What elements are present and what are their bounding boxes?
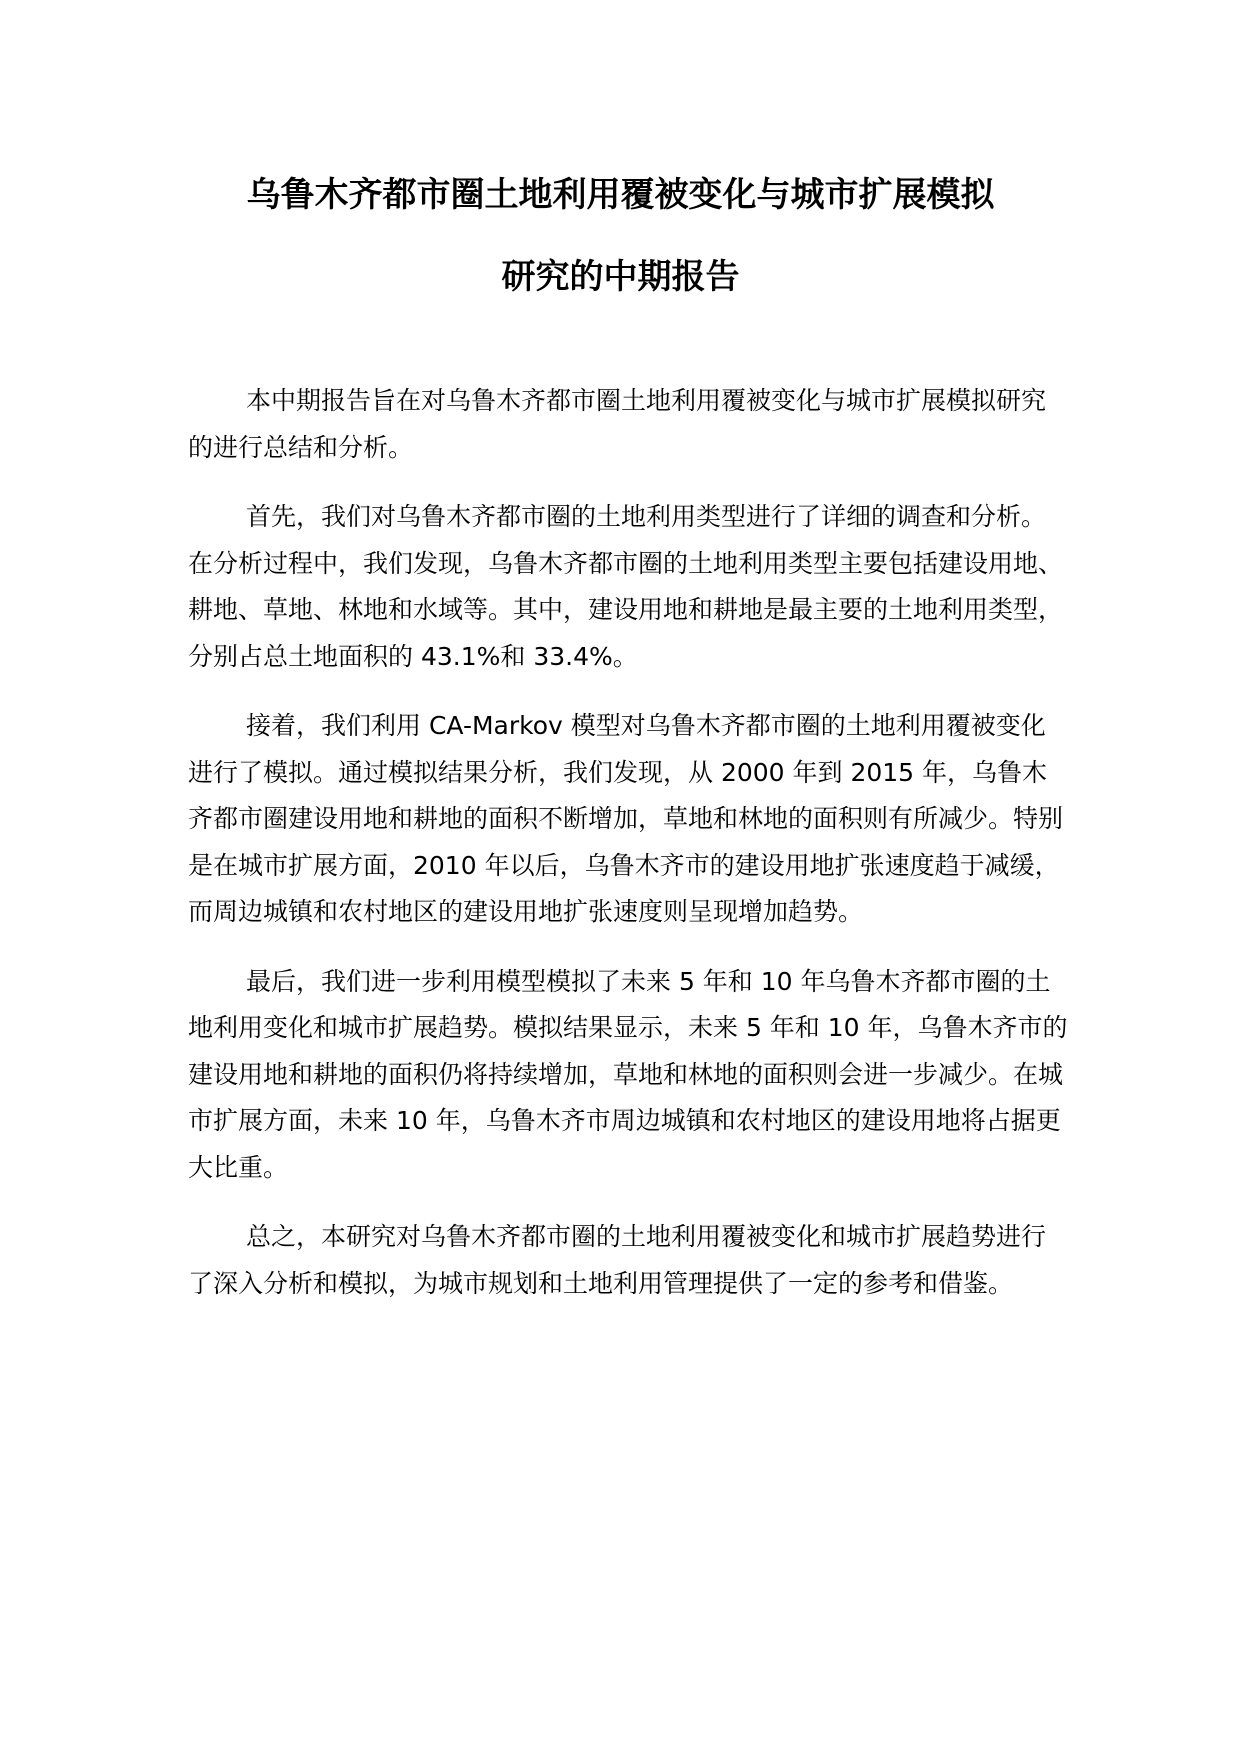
paragraph-land-use-types: 首先，我们对乌鲁木齐都市圈的土地利用类型进行了详细的调查和分析。在分析过程中，我们发现，乌鲁木齐都市圈的土地利用类型主要包括建设用地、耕地、草地、林地和水域等。其中，建设用地和耕地是最主要的土地利用类型，分别占总土地面积的 43.1%和 33.4%。 (188, 502, 1064, 671)
title-line-2: 研究的中期报告 (501, 257, 740, 297)
paragraph-intro: 本中期报告旨在对乌鲁木齐都市圈土地利用覆被变化与城市扩展模拟研究的进行总结和分析。 (188, 386, 1047, 462)
title-line-1: 乌鲁木齐都市圈土地利用覆被变化与城市扩展模拟 (246, 175, 995, 215)
paragraph-conclusion: 总之，本研究对乌鲁木齐都市圈的土地利用覆被变化和城市扩展趋势进行了深入分析和模拟，为城市规划和土地利用管理提供了一定的参考和借鉴。 (188, 1222, 1047, 1298)
document-body (188, 378, 1068, 1330)
paragraph-future-projection: 最后，我们进一步利用模型模拟了未来 5 年和 10 年乌鲁木齐都市圈的土地利用变化和城市扩展趋势。模拟结果显示，未来 5 年和 10 年，乌鲁木齐市的建设用地和耕地的面积仍将持续增加，草地和林地的面积则会进一步减少。在城市扩展方面，未来 10 年，乌鲁木齐市周边城镇和农村地区的建设用地将占据更大比重。 (188, 966, 1068, 1182)
paragraph-ca-markov-simulation: 接着，我们利用 CA-Markov 模型对乌鲁木齐都市圈的土地利用覆被变化进行了模拟。通过模拟结果分析，我们发现，从 2000 年到 2015 年，乌鲁木齐都市圈建设用地和耕地的面积不断增加，草地和林地的面积则有所减少。特别是在城市扩展方面，2010 年以后，乌鲁木齐市的建设用地扩张速度趋于减缓，而周边城镇和农村地区的建设用地扩张速度则呈现增加趋势。 (188, 711, 1064, 926)
document-title (160, 175, 1081, 297)
